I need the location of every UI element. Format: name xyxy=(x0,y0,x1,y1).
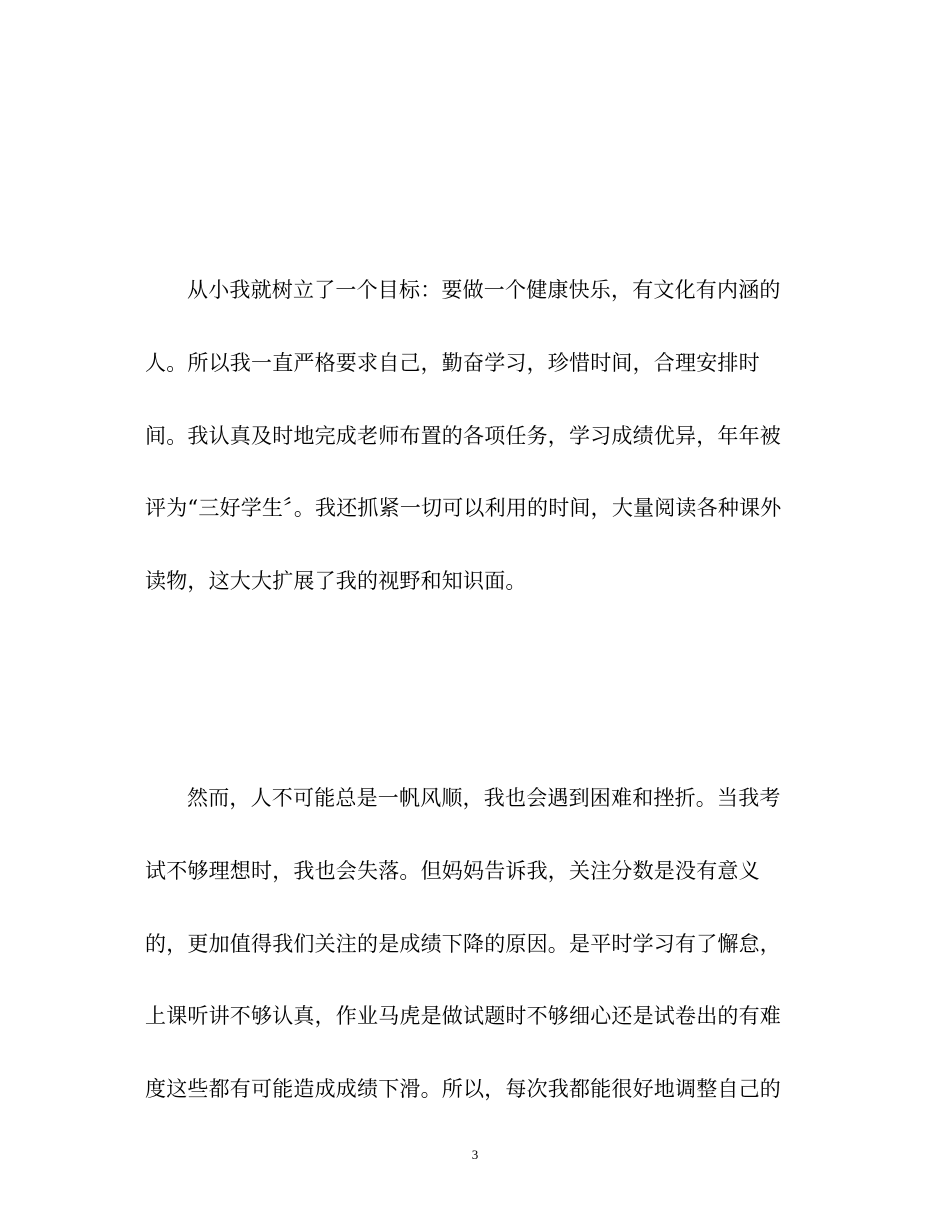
paragraph-line: 读物，这大大扩展了我的视野和知识面。 xyxy=(145,569,527,593)
paragraph-line: 然而，人不可能总是一帆风顺，我也会遇到困难和挫折。当我考 xyxy=(187,786,781,810)
paragraph-line: 评为“三好学生〞。我还抓紧一切可以利用的时间，大量阅读各种课外 xyxy=(145,496,782,520)
paragraph-line: 试不够理想时，我也会失落。但妈妈告诉我，关注分数是没有意义 xyxy=(145,859,760,883)
paragraph-line: 的，更加值得我们关注的是成绩下降的原因。是平时学习有了懈怠， xyxy=(145,932,781,956)
paragraph-line: 度这些都有可能造成成绩下滑。所以，每次我都能很好地调整自己的 xyxy=(145,1077,781,1101)
paragraph-line: 从小我就树立了一个目标：要做一个健康快乐，有文化有内涵的 xyxy=(187,278,781,302)
paragraph-line: 人。所以我一直严格要求自己，勤奋学习，珍惜时间，合理安排时 xyxy=(145,351,760,375)
paragraph-line: 上课听讲不够认真，作业马虎是做试题时不够细心还是试卷出的有难 xyxy=(145,1004,781,1028)
paragraph-line: 间。我认真及时地完成老师布置的各项任务，学习成绩优异，年年被 xyxy=(145,424,781,448)
page-number: 3 xyxy=(471,1147,479,1162)
